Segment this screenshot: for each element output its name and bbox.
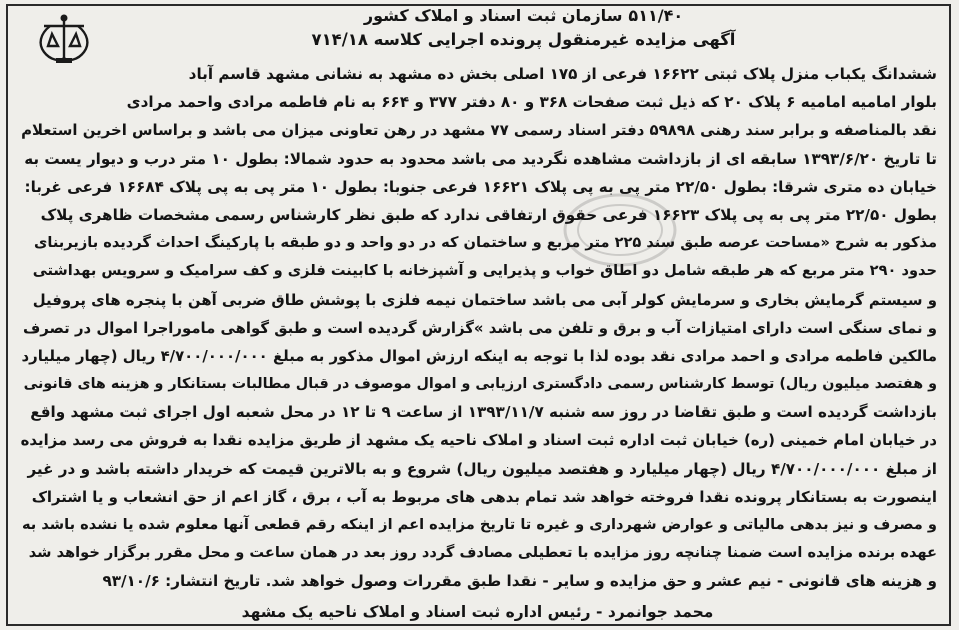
notice-text-line: خیابان ده متری شرقا: بطول ۲۲/۵۰ متر پی به پی پلاک ۱۶۶۲۱ فرعی جنوبا: بطول ۱۰ متر پی به پی پلاک ۱۶۶۸۴ فرعی غربا: xyxy=(24,177,937,196)
notice-text-line: تا تاریخ ۱۳۹۳/۶/۲۰ سابقه ای از بازداشت مشاهده نگردید می باشد محدود به حدود شمالا: بطول ۱۰ متر درب و دیوار یست به xyxy=(24,149,937,168)
notice-text-line: بلوار امامیه امامیه ۶ پلاک ۲۰ که ذیل ثبت صفحات ۳۶۸ و ۸۰ دفتر ۳۷۷ و ۶۶۴ به نام فاطمه مرادی واحمد مرادی xyxy=(126,93,937,112)
notice-text-line: بازداشت گردیده است و طبق تقاضا در روز سه شنبه ۱۳۹۳/۱۱/۷ از ساعت ۹ تا ۱۲ در محل شعبه اول اجرای ثبت مشهد واقع xyxy=(30,403,937,422)
notice-text-line: و سیستم گرمایش بخاری و سرمایش کولر آبی می باشد ساختمان نیمه فلزی با پوشش طاق ضربی آهن با پنجره های پروفیل xyxy=(32,290,937,309)
notice-text-line: و نمای سنگی است دارای امتیازات آب و برق و تلفن می باشد »گزارش گردیده است و طبق گواهی ماموراجرا اموال در تصرف xyxy=(22,318,937,337)
notice-text-line: در خیابان امام خمینی (ره) خیابان ثبت اداره ثبت اسناد و املاک ناحیه یک مشهد از طریق مزایده نقدا به فروش می رسد مزایده xyxy=(20,431,937,450)
notice-text-line: از مبلغ ۴/۷۰۰/۰۰۰/۰۰۰ ریال (چهار میلیارد و هفتصد میلیون ریال) شروع و به بالاترین قیمت که خریدار داشته باشد و در غیر xyxy=(27,459,937,478)
notice-number: ۵۱۱/۴۰ xyxy=(628,6,684,25)
notice-text-line: مالکین فاطمه مرادی و احمد مرادی نقد بوده لذا با توجه به اینکه ارزش اموال مذکور به مبلغ ۴/۷۰۰/۰۰۰/۰۰۰ ریال (چهار میلیارد xyxy=(21,346,937,365)
notice-text-line: ششدانگ یکباب منزل پلاک ثبتی ۱۶۶۲۲ فرعی از ۱۷۵ اصلی بخش ده مشهد به نشانی مشهد قاسم آباد xyxy=(188,65,937,83)
header-org-line xyxy=(110,4,937,27)
notice-title: آگهی مزایده غیرمنقول پرونده اجرایی کلاسه ۷۱۴/۱۸ xyxy=(311,30,736,49)
notice-text-line: حدود ۲۹۰ متر مربع که هر طبقه شامل دو اطاق خواب و پذیرایی و آشپزخانه با کابینت فلزی و کف سرامیک و سرویس بهداشتی xyxy=(32,262,937,280)
notice-text-line: بطول ۲۲/۵۰ متر پی به پی پلاک ۱۶۶۲۳ فرعی حقوق ارتفاقی ندارد که طبق نظر کارشناس رسمی مشخصات ظاهری پلاک xyxy=(40,205,937,224)
notice-body xyxy=(18,60,937,596)
notice-text-line: و مصرف و نیز بدهی مالیاتی و عوارض شهرداری و غیره تا تاریخ مزایده اعم از اینکه رقم قطعی آنها معلوم شده یا نشده باشد به xyxy=(21,516,937,533)
notice-text-line: عهده برنده مزایده است ضمنا چنانچه روز مزایده با تعطیلی مصادف گردد روز بعد در همان ساعت و محل مقرر برگزار خواهد شد xyxy=(28,544,937,562)
notice-text-line: مذکور به شرح «مساحت عرصه طبق سند ۲۲۵ متر مربع و ساختمان که در دو واحد و دو طبقه با پارکینگ احداث گردیده بازیربنای xyxy=(33,234,937,252)
notice-text-line: اینصورت به بستانکار پرونده نقدا فروخته خواهد شد تمام بدهی های مربوط به آب ، برق ، گاز اعم از حق انشعاب و یا اشتراک xyxy=(31,487,937,506)
signature-line: محمد جوانمرد - رئیس اداره ثبت اسناد و املاک ناحیه یک مشهد xyxy=(241,603,714,621)
notice-text-line: و هزینه های قانونی - نیم عشر و حق مزایده و سایر - نقدا طبق مقررات وصول خواهد شد. تاریخ انتشار: ۹۳/۱۰/۶ xyxy=(102,572,937,591)
organization-name: سازمان ثبت اسناد و املاک کشور xyxy=(363,6,623,25)
notice-text-line: نقد بالمناصفه و برابر سند رهنی ۵۹۸۹۸ دفتر اسناد رسمی ۷۷ مشهد در رهن تعاونی میزان می باشد و براساس اخرین استعلام xyxy=(21,121,937,140)
notice-text-line: و هفتصد میلیون ریال) توسط کارشناس رسمی دادگستری ارزیابی و اموال موصوف در قبال مطالبات بستانکار و هزینه های قانونی xyxy=(23,376,937,393)
